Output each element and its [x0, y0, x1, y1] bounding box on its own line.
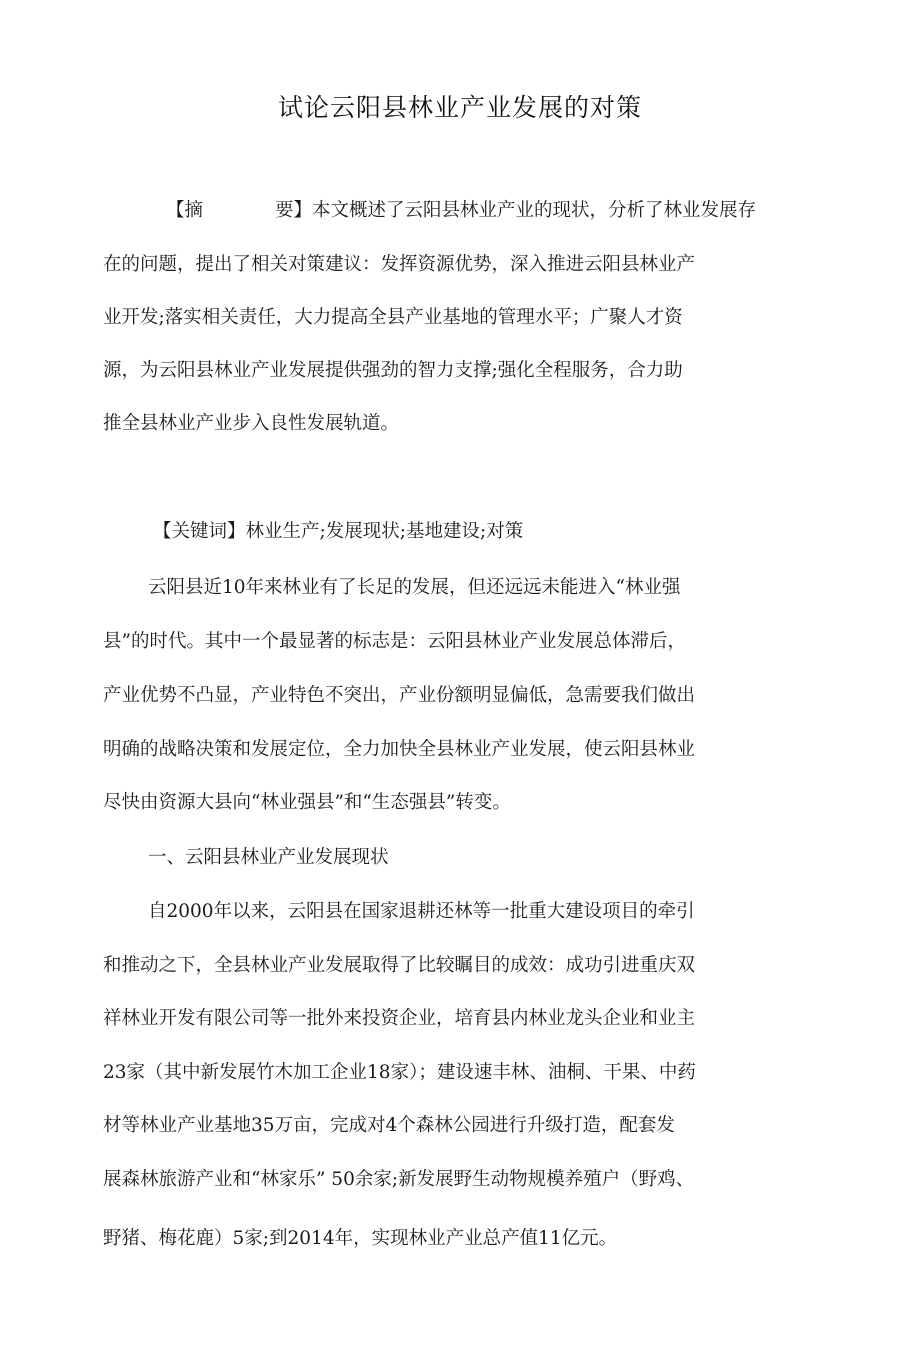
section-1-line-3: 祥林业开发有限公司等一批外来投资企业，培育县内林业龙头企业和业主 [103, 1008, 696, 1029]
document-title: 试论云阳县林业产业发展的对策 [277, 93, 642, 122]
intro-line-1: 云阳县近10年来林业有了长足的发展，但还远远未能进入“林业强 [148, 577, 681, 598]
section-1-line-2: 和推动之下，全县林业产业发展取得了比较瞩目的成效：成功引进重庆双 [103, 955, 696, 976]
section-1-line-7: 野猪、梅花鹿）5家;到2014年，实现林业产业总产值11亿元。 [103, 1228, 618, 1249]
abstract-line-5: 推全县林业产业步入良性发展轨道。 [103, 413, 400, 434]
intro-line-4: 明确的战略决策和发展定位，全力加快全县林业产业发展，使云阳县林业 [103, 739, 696, 760]
section-1-line-1: 自2000年以来，云阳县在国家退耕还林等一批重大建设项目的牵引 [148, 901, 695, 922]
section-1-line-5: 材等林业产业基地35万亩，完成对4个森林公园进行升级打造，配套发 [103, 1115, 675, 1136]
abstract-label-open: 【摘 [166, 200, 204, 221]
abstract-label-close: 要】 [275, 200, 313, 221]
intro-line-5: 尽快由资源大县向“林业强县”和“生态强县”转变。 [103, 792, 511, 813]
keywords-line: 【关键词】林业生产;发展现状;基地建设;对策 [153, 521, 524, 542]
abstract-line-2: 在的问题，提出了相关对策建议：发挥资源优势，深入推进云阳县林业产 [103, 254, 696, 275]
intro-line-2: 县”的时代。其中一个最显著的标志是：云阳县林业产业发展总体滞后， [103, 631, 686, 652]
abstract-text-1: 本文概述了云阳县林业产业的现状，分析了林业发展存 [312, 200, 757, 221]
section-1-line-6: 展森林旅游产业和“林家乐” 50余家;新发展野生动物规模养殖户（野鸡、 [103, 1169, 695, 1190]
abstract-line-4: 源，为云阳县林业产业发展提供强劲的智力支撑;强化全程服务，合力助 [103, 360, 683, 381]
section-1-heading: 一、云阳县林业产业发展现状 [148, 847, 389, 868]
abstract-line-3: 业开发;落实相关责任，大力提高全县产业基地的管理水平；广聚人才资 [103, 307, 683, 328]
intro-line-3: 产业优势不凸显，产业特色不突出，产业份额明显偏低，急需要我们做出 [103, 685, 696, 706]
section-1-line-4: 23家（其中新发展竹木加工企业18家）；建设速丰林、油桐、干果、中药 [103, 1062, 696, 1083]
abstract-line-1 [166, 199, 756, 223]
